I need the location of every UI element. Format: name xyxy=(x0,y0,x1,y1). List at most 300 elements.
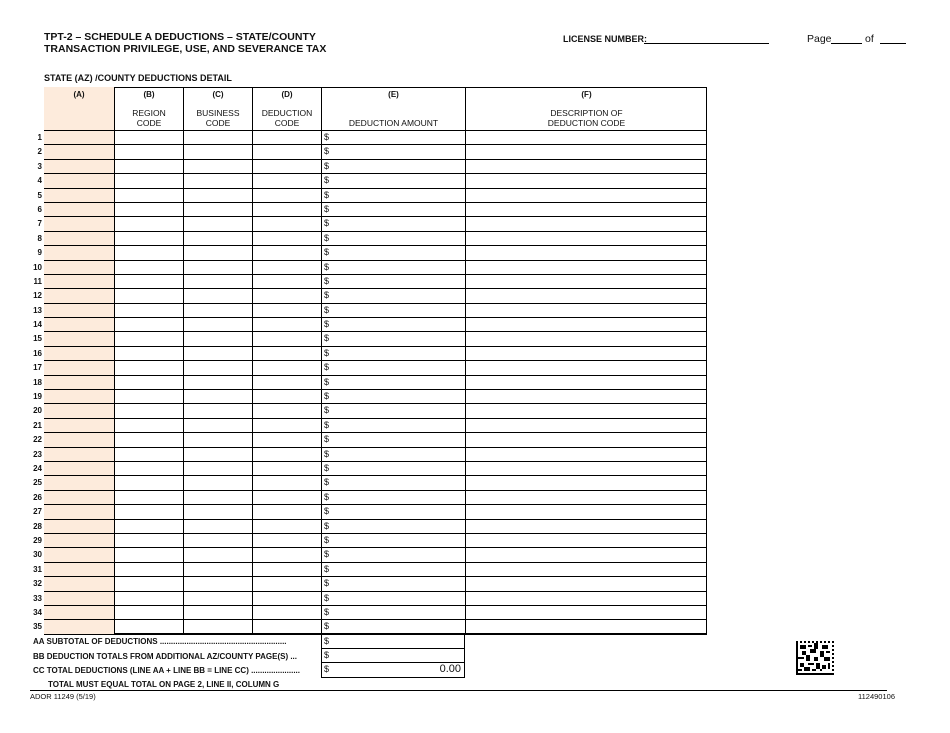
description-cell[interactable] xyxy=(465,563,707,576)
cc-total-field[interactable] xyxy=(321,663,465,678)
business-code-cell[interactable] xyxy=(183,376,252,389)
col-a-cell[interactable] xyxy=(44,332,114,345)
deduction-amount-cell[interactable] xyxy=(321,563,465,576)
region-code-cell[interactable] xyxy=(114,462,183,475)
business-code-cell[interactable] xyxy=(183,505,252,518)
description-cell[interactable] xyxy=(465,131,707,144)
deduction-amount-cell[interactable] xyxy=(321,376,465,389)
dollar-sign: $ xyxy=(324,232,330,243)
row-number: 21 xyxy=(33,420,42,430)
region-code-cell[interactable] xyxy=(114,174,183,187)
deduction-code-cell[interactable] xyxy=(252,620,321,633)
col-a-cell[interactable] xyxy=(44,232,114,245)
region-code-cell[interactable] xyxy=(114,390,183,403)
col-a-cell[interactable] xyxy=(44,376,114,389)
row-number: 5 xyxy=(37,190,42,200)
description-cell[interactable] xyxy=(465,448,707,461)
business-code-cell[interactable] xyxy=(183,246,252,259)
business-code-cell[interactable] xyxy=(183,275,252,288)
description-cell[interactable] xyxy=(465,505,707,518)
region-code-cell[interactable] xyxy=(114,476,183,489)
description-cell[interactable] xyxy=(465,332,707,345)
deduction-code-cell[interactable] xyxy=(252,577,321,590)
business-code-cell[interactable] xyxy=(183,289,252,302)
col-a-cell[interactable] xyxy=(44,592,114,605)
region-code-cell[interactable] xyxy=(114,347,183,360)
col-a-cell[interactable] xyxy=(44,347,114,360)
description-cell[interactable] xyxy=(465,261,707,274)
business-code-cell[interactable] xyxy=(183,304,252,317)
deduction-code-cell[interactable] xyxy=(252,217,321,230)
table-row xyxy=(33,448,707,462)
deduction-amount-cell[interactable] xyxy=(321,318,465,331)
deduction-code-cell[interactable] xyxy=(252,332,321,345)
region-code-cell[interactable] xyxy=(114,232,183,245)
business-code-cell[interactable] xyxy=(183,361,252,374)
business-code-cell[interactable] xyxy=(183,606,252,619)
col-a-cell[interactable] xyxy=(44,203,114,216)
dollar-sign: $ xyxy=(324,275,330,286)
region-code-cell[interactable] xyxy=(114,505,183,518)
table-row xyxy=(37,131,707,145)
deduction-code-cell[interactable] xyxy=(252,563,321,576)
business-code-cell[interactable] xyxy=(183,577,252,590)
col-a-cell[interactable] xyxy=(44,189,114,202)
deduction-code-cell[interactable] xyxy=(252,592,321,605)
deduction-amount-cell[interactable] xyxy=(321,577,465,590)
col-a-cell[interactable] xyxy=(44,520,114,533)
table-row xyxy=(33,534,707,548)
description-cell[interactable] xyxy=(465,476,707,489)
deduction-code-cell[interactable] xyxy=(252,520,321,533)
description-cell[interactable] xyxy=(465,145,707,158)
business-code-cell[interactable] xyxy=(183,433,252,446)
business-code-cell[interactable] xyxy=(183,261,252,274)
deduction-code-cell[interactable] xyxy=(252,433,321,446)
deduction-amount-cell[interactable] xyxy=(321,620,465,633)
dollar-sign: $ xyxy=(324,333,330,344)
description-cell[interactable] xyxy=(465,620,707,633)
business-code-cell[interactable] xyxy=(183,332,252,345)
table-row xyxy=(33,520,707,534)
deduction-code-cell[interactable] xyxy=(252,390,321,403)
description-cell[interactable] xyxy=(465,217,707,230)
description-cell[interactable] xyxy=(465,577,707,590)
description-cell[interactable] xyxy=(465,419,707,432)
row-number: 7 xyxy=(37,219,42,229)
deduction-code-cell[interactable] xyxy=(252,131,321,144)
deduction-code-cell[interactable] xyxy=(252,232,321,245)
deduction-amount-cell[interactable] xyxy=(321,448,465,461)
region-code-cell[interactable] xyxy=(114,160,183,173)
col-a-cell[interactable] xyxy=(44,505,114,518)
col-a-cell[interactable] xyxy=(44,606,114,619)
deduction-amount-cell[interactable] xyxy=(321,289,465,302)
region-code-cell[interactable] xyxy=(114,304,183,317)
cc-total-value: 0.00 xyxy=(439,663,461,675)
business-code-cell[interactable] xyxy=(183,462,252,475)
description-cell[interactable] xyxy=(465,520,707,533)
deduction-amount-cell[interactable] xyxy=(321,174,465,187)
description-cell[interactable] xyxy=(465,318,707,331)
description-cell[interactable] xyxy=(465,160,707,173)
region-code-cell[interactable] xyxy=(114,404,183,417)
deduction-amount-cell[interactable] xyxy=(321,304,465,317)
description-cell[interactable] xyxy=(465,203,707,216)
table-row xyxy=(33,491,707,505)
col-a-cell[interactable] xyxy=(44,160,114,173)
description-cell[interactable] xyxy=(465,606,707,619)
col-e-letter: (E) xyxy=(388,90,399,99)
region-code-cell[interactable] xyxy=(114,376,183,389)
dollar-sign: $ xyxy=(324,347,330,358)
table-row xyxy=(33,304,707,318)
deduction-amount-cell[interactable] xyxy=(321,275,465,288)
dollar-sign: $ xyxy=(324,175,330,186)
license-number-label: LICENSE NUMBER: xyxy=(563,34,648,44)
table-row xyxy=(33,275,707,289)
deduction-amount-cell[interactable] xyxy=(321,131,465,144)
deduction-amount-cell[interactable] xyxy=(321,534,465,547)
business-code-cell[interactable] xyxy=(183,419,252,432)
region-code-cell[interactable] xyxy=(114,246,183,259)
col-a-cell[interactable] xyxy=(44,145,114,158)
business-code-cell[interactable] xyxy=(183,189,252,202)
deduction-code-cell[interactable] xyxy=(252,160,321,173)
table-row xyxy=(37,160,707,174)
col-a-cell[interactable] xyxy=(44,361,114,374)
region-code-cell[interactable] xyxy=(114,145,183,158)
table-row xyxy=(33,318,707,332)
col-d-letter: (D) xyxy=(281,90,293,99)
deduction-amount-cell[interactable] xyxy=(321,592,465,605)
page-total-field[interactable] xyxy=(880,43,906,44)
deduction-code-cell[interactable] xyxy=(252,261,321,274)
deduction-code-cell[interactable] xyxy=(252,174,321,187)
col-a-cell[interactable] xyxy=(44,289,114,302)
col-c-letter: (C) xyxy=(212,90,224,99)
deduction-code-cell[interactable] xyxy=(252,203,321,216)
row-number: 32 xyxy=(33,579,42,589)
col-b-header xyxy=(114,87,183,131)
business-code-cell[interactable] xyxy=(183,620,252,633)
region-code-cell[interactable] xyxy=(114,606,183,619)
business-code-cell[interactable] xyxy=(183,534,252,547)
license-number-field[interactable] xyxy=(644,43,769,44)
deduction-amount-cell[interactable] xyxy=(321,332,465,345)
table-row xyxy=(33,433,707,447)
table-row xyxy=(33,376,707,390)
region-code-cell[interactable] xyxy=(114,448,183,461)
col-a-cell[interactable] xyxy=(44,534,114,547)
business-code-cell[interactable] xyxy=(183,217,252,230)
col-a-cell[interactable] xyxy=(44,419,114,432)
col-a-cell[interactable] xyxy=(44,246,114,259)
table-row xyxy=(37,189,707,203)
col-c-header xyxy=(183,87,252,131)
row-number: 25 xyxy=(33,478,42,488)
table-row xyxy=(33,592,707,606)
dollar-sign: $ xyxy=(324,146,330,157)
deduction-code-cell[interactable] xyxy=(252,476,321,489)
dollar-sign: $ xyxy=(324,549,330,560)
deduction-amount-cell[interactable] xyxy=(321,404,465,417)
col-a-cell[interactable] xyxy=(44,390,114,403)
region-code-cell[interactable] xyxy=(114,261,183,274)
deduction-amount-cell[interactable] xyxy=(321,217,465,230)
region-code-cell[interactable] xyxy=(114,534,183,547)
deduction-code-cell[interactable] xyxy=(252,361,321,374)
col-a-cell[interactable] xyxy=(44,462,114,475)
description-cell[interactable] xyxy=(465,275,707,288)
dollar-sign: $ xyxy=(324,534,330,545)
business-code-cell[interactable] xyxy=(183,318,252,331)
barcode-icon xyxy=(796,641,834,675)
region-code-cell[interactable] xyxy=(114,520,183,533)
deduction-amount-cell[interactable] xyxy=(321,361,465,374)
description-cell[interactable] xyxy=(465,361,707,374)
col-a-cell[interactable] xyxy=(44,275,114,288)
deduction-code-cell[interactable] xyxy=(252,505,321,518)
row-number: 29 xyxy=(33,535,42,545)
business-code-cell[interactable] xyxy=(183,563,252,576)
bb-totals-field[interactable] xyxy=(321,649,465,663)
deduction-code-cell[interactable] xyxy=(252,347,321,360)
col-a-cell[interactable] xyxy=(44,404,114,417)
col-a-cell[interactable] xyxy=(44,577,114,590)
deduction-code-cell[interactable] xyxy=(252,318,321,331)
aa-subtotal-field[interactable] xyxy=(321,634,465,649)
business-code-cell[interactable] xyxy=(183,390,252,403)
deduction-rows xyxy=(33,131,707,635)
description-cell[interactable] xyxy=(465,534,707,547)
row-number: 10 xyxy=(33,262,42,272)
page-label: Page xyxy=(807,33,832,45)
table-row xyxy=(33,261,707,275)
dollar-sign: $ xyxy=(324,578,330,589)
deduction-amount-cell[interactable] xyxy=(321,462,465,475)
col-a-cell[interactable] xyxy=(44,620,114,633)
col-f-header xyxy=(465,87,707,131)
description-cell[interactable] xyxy=(465,404,707,417)
deduction-code-cell[interactable] xyxy=(252,404,321,417)
row-number: 15 xyxy=(33,334,42,344)
description-cell[interactable] xyxy=(465,304,707,317)
col-a-cell[interactable] xyxy=(44,174,114,187)
deduction-code-cell[interactable] xyxy=(252,462,321,475)
col-a-cell[interactable] xyxy=(44,304,114,317)
business-code-cell[interactable] xyxy=(183,174,252,187)
deduction-amount-cell[interactable] xyxy=(321,347,465,360)
page-of-label: of xyxy=(865,33,874,45)
description-cell[interactable] xyxy=(465,347,707,360)
dollar-sign: $ xyxy=(324,247,330,258)
description-cell[interactable] xyxy=(465,390,707,403)
deduction-amount-cell[interactable] xyxy=(321,261,465,274)
description-cell[interactable] xyxy=(465,174,707,187)
row-number: 12 xyxy=(33,291,42,301)
dollar-sign: $ xyxy=(324,261,330,272)
deduction-amount-cell[interactable] xyxy=(321,505,465,518)
description-cell[interactable] xyxy=(465,491,707,504)
description-cell[interactable] xyxy=(465,592,707,605)
deduction-code-cell[interactable] xyxy=(252,448,321,461)
dollar-sign: $ xyxy=(324,506,330,517)
region-code-cell[interactable] xyxy=(114,332,183,345)
business-code-cell[interactable] xyxy=(183,160,252,173)
table-row xyxy=(37,232,707,246)
business-code-cell[interactable] xyxy=(183,592,252,605)
region-code-cell[interactable] xyxy=(114,361,183,374)
dollar-sign: $ xyxy=(324,376,330,387)
region-code-cell[interactable] xyxy=(114,203,183,216)
row-number: 28 xyxy=(33,521,42,531)
business-code-cell[interactable] xyxy=(183,347,252,360)
region-code-cell[interactable] xyxy=(114,592,183,605)
dollar-sign: $ xyxy=(324,434,330,445)
dollar-sign: $ xyxy=(324,448,330,459)
deduction-amount-cell[interactable] xyxy=(321,433,465,446)
region-code-cell[interactable] xyxy=(114,419,183,432)
row-number: 2 xyxy=(37,147,42,157)
region-code-cell[interactable] xyxy=(114,131,183,144)
business-code-cell[interactable] xyxy=(183,448,252,461)
business-code-cell[interactable] xyxy=(183,145,252,158)
row-number: 17 xyxy=(33,363,42,373)
deduction-code-cell[interactable] xyxy=(252,376,321,389)
table-row xyxy=(33,505,707,519)
business-code-cell[interactable] xyxy=(183,520,252,533)
deduction-amount-cell[interactable] xyxy=(321,548,465,561)
deduction-amount-cell[interactable] xyxy=(321,390,465,403)
table-row xyxy=(33,289,707,303)
dollar-sign: $ xyxy=(324,319,330,330)
deduction-code-cell[interactable] xyxy=(252,419,321,432)
col-a-cell[interactable] xyxy=(44,131,114,144)
table-row xyxy=(33,462,707,476)
deduction-amount-cell[interactable] xyxy=(321,232,465,245)
col-a-cell[interactable] xyxy=(44,563,114,576)
bb-dollar-sign: $ xyxy=(324,650,330,660)
region-code-cell[interactable] xyxy=(114,189,183,202)
table-row xyxy=(37,246,707,260)
col-f-label: DESCRIPTION OF DEDUCTION CODE xyxy=(547,108,626,128)
description-cell[interactable] xyxy=(465,289,707,302)
deduction-amount-cell[interactable] xyxy=(321,419,465,432)
table-row xyxy=(37,145,707,159)
description-cell[interactable] xyxy=(465,376,707,389)
page-number-field[interactable] xyxy=(831,43,862,44)
deduction-code-cell[interactable] xyxy=(252,548,321,561)
table-row xyxy=(33,620,707,634)
business-code-cell[interactable] xyxy=(183,203,252,216)
col-d-header xyxy=(252,87,321,131)
business-code-cell[interactable] xyxy=(183,548,252,561)
deduction-code-cell[interactable] xyxy=(252,289,321,302)
region-code-cell[interactable] xyxy=(114,217,183,230)
description-cell[interactable] xyxy=(465,433,707,446)
region-code-cell[interactable] xyxy=(114,318,183,331)
business-code-cell[interactable] xyxy=(183,491,252,504)
row-number: 19 xyxy=(33,392,42,402)
deduction-amount-cell[interactable] xyxy=(321,189,465,202)
business-code-cell[interactable] xyxy=(183,131,252,144)
region-code-cell[interactable] xyxy=(114,433,183,446)
dollar-sign: $ xyxy=(324,304,330,315)
deduction-amount-cell[interactable] xyxy=(321,203,465,216)
row-number: 14 xyxy=(33,320,42,330)
business-code-cell[interactable] xyxy=(183,232,252,245)
col-a-cell[interactable] xyxy=(44,476,114,489)
form-id: ADOR 11249 (5/19) xyxy=(30,692,96,701)
deduction-code-cell[interactable] xyxy=(252,189,321,202)
row-number: 34 xyxy=(33,607,42,617)
business-code-cell[interactable] xyxy=(183,476,252,489)
deduction-code-cell[interactable] xyxy=(252,534,321,547)
table-row xyxy=(33,404,707,418)
region-code-cell[interactable] xyxy=(114,577,183,590)
deduction-amount-cell[interactable] xyxy=(321,476,465,489)
deduction-code-cell[interactable] xyxy=(252,246,321,259)
aa-subtotal-label: AA SUBTOTAL OF DEDUCTIONS ......................................................... xyxy=(33,637,287,646)
region-code-cell[interactable] xyxy=(114,275,183,288)
table-row xyxy=(33,563,707,577)
deduction-code-cell[interactable] xyxy=(252,275,321,288)
description-cell[interactable] xyxy=(465,548,707,561)
dollar-sign: $ xyxy=(324,391,330,402)
col-a-cell[interactable] xyxy=(44,448,114,461)
deduction-amount-cell[interactable] xyxy=(321,246,465,259)
col-c-label: BUSINESS CODE xyxy=(196,108,240,128)
business-code-cell[interactable] xyxy=(183,404,252,417)
deduction-amount-cell[interactable] xyxy=(321,145,465,158)
document-number: 112490106 xyxy=(858,692,895,701)
row-number: 30 xyxy=(33,550,42,560)
dollar-sign: $ xyxy=(324,563,330,574)
deduction-amount-cell[interactable] xyxy=(321,160,465,173)
form-title xyxy=(44,31,326,55)
col-a-cell[interactable] xyxy=(44,217,114,230)
region-code-cell[interactable] xyxy=(114,563,183,576)
dollar-sign: $ xyxy=(324,362,330,373)
col-a-letter: (A) xyxy=(73,90,85,99)
description-cell[interactable] xyxy=(465,189,707,202)
col-a-header xyxy=(44,87,114,131)
row-number: 8 xyxy=(37,233,42,243)
description-cell[interactable] xyxy=(465,232,707,245)
dollar-sign: $ xyxy=(324,621,330,632)
deduction-amount-cell[interactable] xyxy=(321,606,465,619)
deduction-code-cell[interactable] xyxy=(252,606,321,619)
region-code-cell[interactable] xyxy=(114,548,183,561)
col-a-cell[interactable] xyxy=(44,318,114,331)
deduction-amount-cell[interactable] xyxy=(321,520,465,533)
description-cell[interactable] xyxy=(465,246,707,259)
deduction-code-cell[interactable] xyxy=(252,491,321,504)
dollar-sign: $ xyxy=(324,132,330,142)
col-a-cell[interactable] xyxy=(44,261,114,274)
region-code-cell[interactable] xyxy=(114,620,183,633)
deduction-code-cell[interactable] xyxy=(252,304,321,317)
deduction-amount-cell[interactable] xyxy=(321,491,465,504)
region-code-cell[interactable] xyxy=(114,491,183,504)
region-code-cell[interactable] xyxy=(114,289,183,302)
col-a-cell[interactable] xyxy=(44,491,114,504)
col-a-cell[interactable] xyxy=(44,433,114,446)
col-a-cell[interactable] xyxy=(44,548,114,561)
deduction-code-cell[interactable] xyxy=(252,145,321,158)
description-cell[interactable] xyxy=(465,462,707,475)
